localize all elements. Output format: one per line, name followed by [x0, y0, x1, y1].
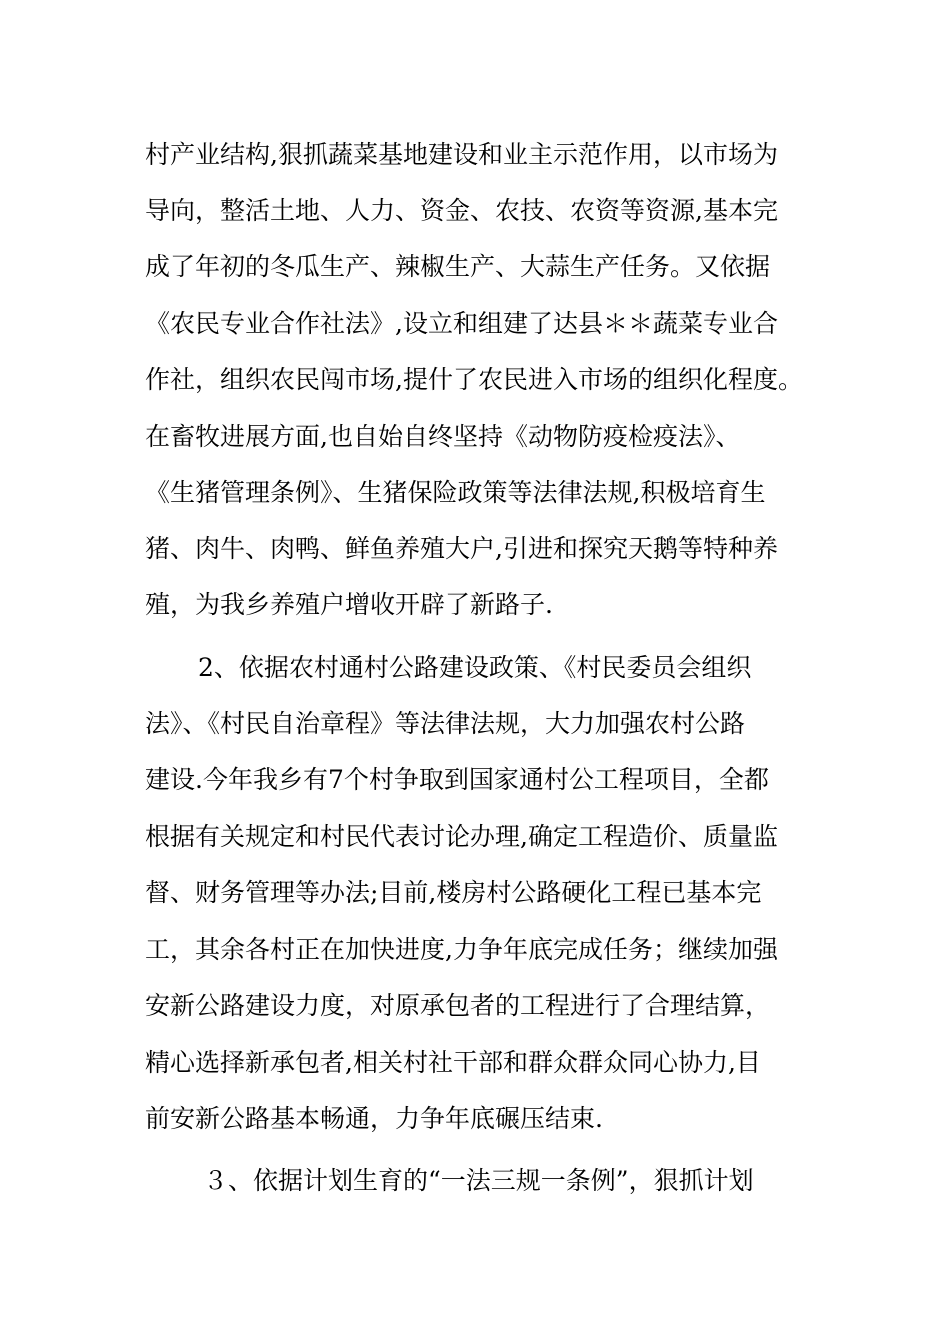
text-line: 安新公路建设力度，对原承包者的工程进行了合理结算， [145, 991, 771, 1020]
text-line: 在畜牧进展方面,也自始自终坚持《动物防疫检疫法》、 [145, 422, 741, 451]
text-line: 村产业结构,狠抓蔬菜基地建设和业主示范作用，以市场为 [145, 140, 778, 169]
text-line: 殖，为我乡养殖户增收开辟了新路子. [145, 590, 553, 619]
text-line: 法》、《村民自治章程》等法律法规，大力加强农村公路 [145, 709, 746, 738]
text-line: 《生猪管理条例》、生猪保险政策等法律法规,积极培育生 [145, 478, 766, 507]
text-line: 《农民专业合作社法》,设立和组建了达县＊＊蔬菜专业合 [145, 309, 778, 338]
paragraph-start-line: ３、依据计划生育的“一法三规一条例”，狠抓计划 [203, 1166, 754, 1195]
text-line: 猪、肉牛、肉鸭、鲜鱼养殖大户,引进和探究天鹅等特种养 [145, 534, 778, 563]
text-line: 督、财务管理等办法;目前,楼房村公路硬化工程已基本完 [145, 878, 762, 907]
text-line: 成了年初的冬瓜生产、辣椒生产、大蒜生产任务。又依据 [145, 252, 771, 281]
text-line: 作社，组织农民闯市场,提什了农民进入市场的组织化程度。 [145, 365, 803, 394]
text-line: 根据有关规定和村民代表讨论办理,确定工程造价、质量监 [145, 822, 778, 851]
text-line: 建设.今年我乡有7个村争取到国家通村公工程项目，全都 [145, 765, 769, 794]
text-line: 精心选择新承包者,相关村社干部和群众群众同心协力,目 [145, 1048, 761, 1077]
text-line: 工，其余各村正在加快进度,力争年底完成任务；继续加强 [145, 935, 778, 964]
text-line: 前安新公路基本畅通，力争年底碾压结束. [145, 1104, 603, 1133]
paragraph-start-line: 2、依据农村通村公路建设政策、《村民委员会组织 [198, 653, 752, 682]
text-line: 导向，整活土地、人力、资金、农技、农资等资源,基本完 [145, 196, 778, 225]
